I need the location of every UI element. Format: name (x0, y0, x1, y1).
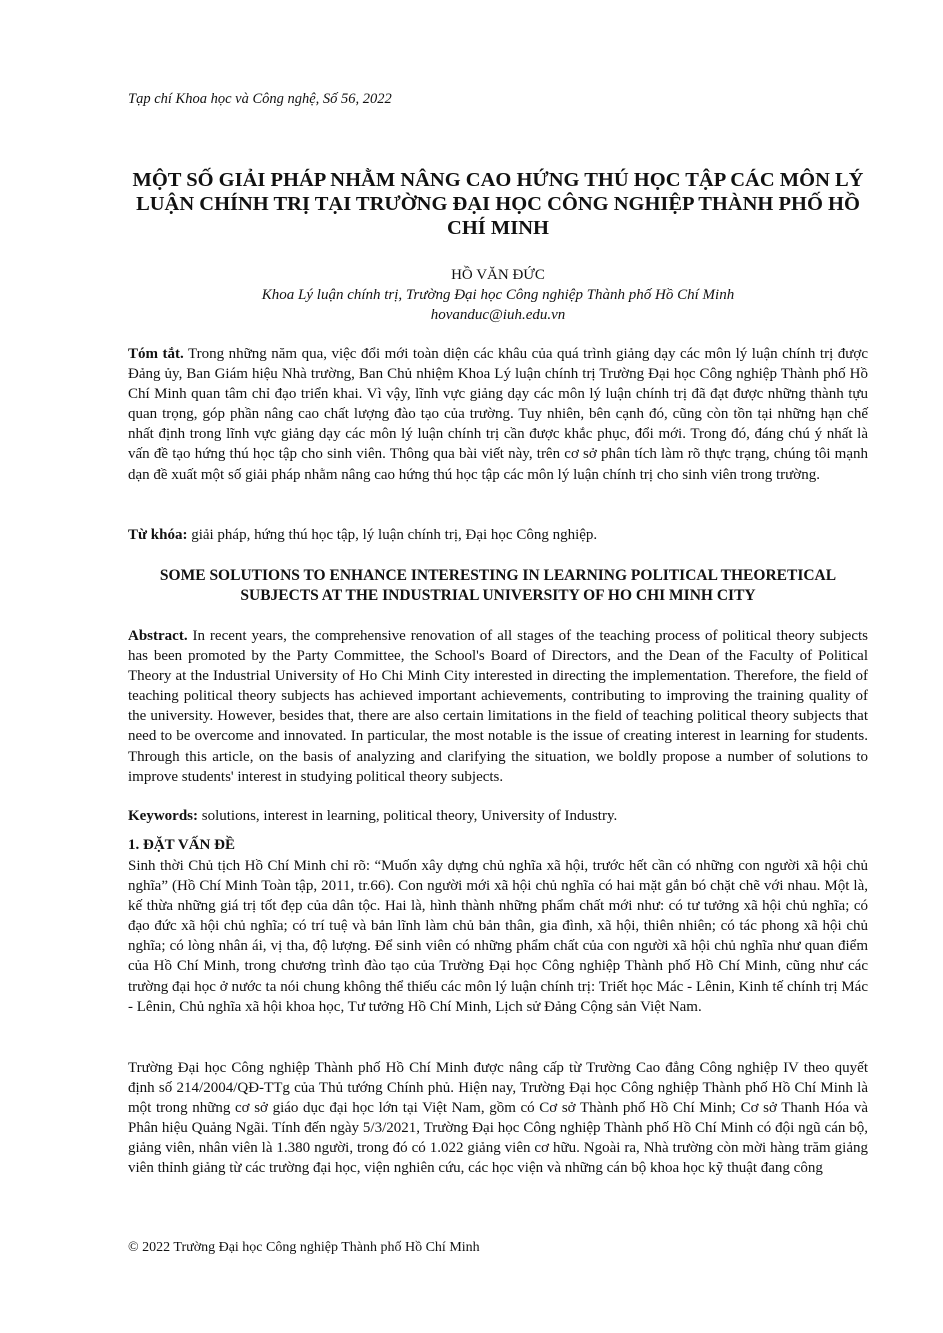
body-paragraph: Trường Đại học Công nghiệp Thành phố Hồ Chí Minh được nâng cấp từ Trường Cao đẳng Công nghiệp IV theo quyết định số 214/2004/QĐ-TTg của Thủ tướng Chính phủ. Hiện nay, Trường Đại học Công nghiệp Thành phố Hồ Chí Minh là một trong những cơ sở giáo dục đại học lớn tại Việt Nam, gồm có Cơ sở Thành phố Hồ Chí Minh; Cơ sở Thanh Hóa và Phân hiệu Quảng Ngãi. Tính đến ngày 5/3/2021, Trường Đại học Công nghiệp Thành phố Hồ Chí Minh có đội ngũ cán bộ, giảng viên, nhân viên là 1.380 người, trong đó có 1.022 giảng viên cơ hữu. Ngoài ra, Nhà trường còn mời hàng trăm giảng viên thỉnh giảng từ các trường đại học, viện nghiên cứu, các học viện và những cán bộ khoa học kỹ thuật đang công (128, 1060, 868, 1177)
author-block (128, 265, 868, 325)
section-heading: 1. ĐẶT VẤN ĐỀ (128, 837, 235, 853)
copyright-footer: © 2022 Trường Đại học Công nghiệp Thành phố Hồ Chí Minh (128, 1240, 480, 1255)
abstract-vietnamese-text: Trong những năm qua, việc đổi mới toàn diện các khâu của quá trình giảng dạy các môn lý luận chính trị được Đảng ủy, Ban Giám hiệu Nhà trường, Ban Chủ nhiệm Khoa Lý luận chính trị Trường Đại học Công nghiệp Thành phố Hồ Chí Minh quan tâm chỉ đạo triển khai. Vì vậy, lĩnh vực giảng dạy các môn lý luận chính trị đã đạt được những thành tựu quan trọng, góp phần nâng cao chất lượng đào tạo của trường. Tuy nhiên, bên cạnh đó, cũng còn tồn tại những hạn chế nhất định trong lĩnh vực giảng dạy các môn lý luận chính trị cần được khắc phục, đổi mới. Trong đó, đáng chú ý nhất là vấn đề tạo hứng thú học tập cho sinh viên. Thông qua bài viết này, trên cơ sở phân tích làm rõ thực trạng, chúng tôi mạnh dạn đề xuất một số giải pháp nhằm nâng cao hứng thú học tập các môn lý luận chính trị cho sinh viên trong trường. (128, 346, 868, 483)
keywords-vietnamese-label: Từ khóa: (128, 527, 188, 543)
abstract-vietnamese (128, 344, 868, 485)
abstract-english-label: Abstract. (128, 628, 188, 644)
keywords-english-text: solutions, interest in learning, political theory, University of Industry. (201, 808, 618, 824)
author-email: hovanduc@iuh.edu.vn (430, 307, 566, 323)
keywords-english (128, 806, 868, 826)
abstract-english (128, 626, 868, 787)
journal-header: Tạp chí Khoa học và Công nghệ, Số 56, 2022 (128, 91, 392, 107)
keywords-vietnamese-text: giải pháp, hứng thú học tập, lý luận chính trị, Đại học Công nghiệp. (191, 527, 598, 543)
paper-title-vietnamese: MỘT SỐ GIẢI PHÁP NHẰM NÂNG CAO HỨNG THÚ HỌC TẬP CÁC MÔN LÝ LUẬN CHÍNH TRỊ TẠI TRƯỜNG ĐẠI HỌC CÔNG NGHIỆP THÀNH PHỐ HỒ CHÍ MINH (132, 169, 864, 239)
author-name: HỒ VĂN ĐỨC (451, 267, 545, 283)
keywords-vietnamese (128, 525, 868, 545)
abstract-english-text: In recent years, the comprehensive renovation of all stages of the teaching process of political theory subjects has been promoted by the Party Committee, the School's Board of Directors, and the Dean of the Faculty of Political Theory at the Industrial University of Ho Chi Minh City interested in directing the implementation. Therefore, the field of teaching political theory subjects has achieved important achievements, contributing to improving the training quality of the university. However, besides that, there are also certain limitations in the field of teaching political theory subjects that need to be overcome and innovated. In particular, the most notable is the issue of creating interest in learning for students. Through this article, on the basis of analyzing and clarifying the situation, we boldly propose a number of solutions to improve students' interest in studying political theory subjects. (128, 628, 868, 785)
paper-title-english: SOME SOLUTIONS TO ENHANCE INTERESTING IN LEARNING POLITICAL THEORETICAL SUBJECTS AT THE INDUSTRIAL UNIVERSITY OF HO CHI MINH CITY (159, 567, 837, 604)
keywords-english-label: Keywords: (128, 808, 198, 824)
body-paragraph: Sinh thời Chủ tịch Hồ Chí Minh chỉ rõ: “Muốn xây dựng chủ nghĩa xã hội, trước hết cần có những con người xã hội chủ nghĩa” (Hồ Chí Minh Toàn tập, 2011, tr.66). Con người mới xã hội chủ nghĩa có hai mặt gắn bó chặt chẽ với nhau. Một là, kế thừa những giá trị tốt đẹp của dân tộc. Hai là, hình thành những phẩm chất mới như: có tư tưởng xã hội chủ nghĩa; có đạo đức xã hội chủ nghĩa; có trí tuệ và bản lĩnh làm chủ bản thân, gia đình, xã hội, thiên nhiên; có tác phong xã hội chủ nghĩa; có lòng nhân ái, vị tha, độ lượng. Để sinh viên có những phẩm chất của con người xã hội chủ nghĩa như quan điểm của Hồ Chí Minh, trong chương trình đào tạo của Trường Đại học Công nghiệp Thành phố Hồ Chí Minh, cũng như các trường đại học ở nước ta nói chung không thể thiếu các môn lý luận chính trị: Triết học Mác - Lênin, Kinh tế chính trị Mác - Lênin, Chủ nghĩa xã hội khoa học, Tư tưởng Hồ Chí Minh, Lịch sử Đảng Cộng sản Việt Nam. (128, 858, 868, 1015)
abstract-vietnamese-label: Tóm tắt. (128, 346, 184, 362)
author-affiliation: Khoa Lý luận chính trị, Trường Đại học Công nghiệp Thành phố Hồ Chí Minh (261, 287, 735, 303)
